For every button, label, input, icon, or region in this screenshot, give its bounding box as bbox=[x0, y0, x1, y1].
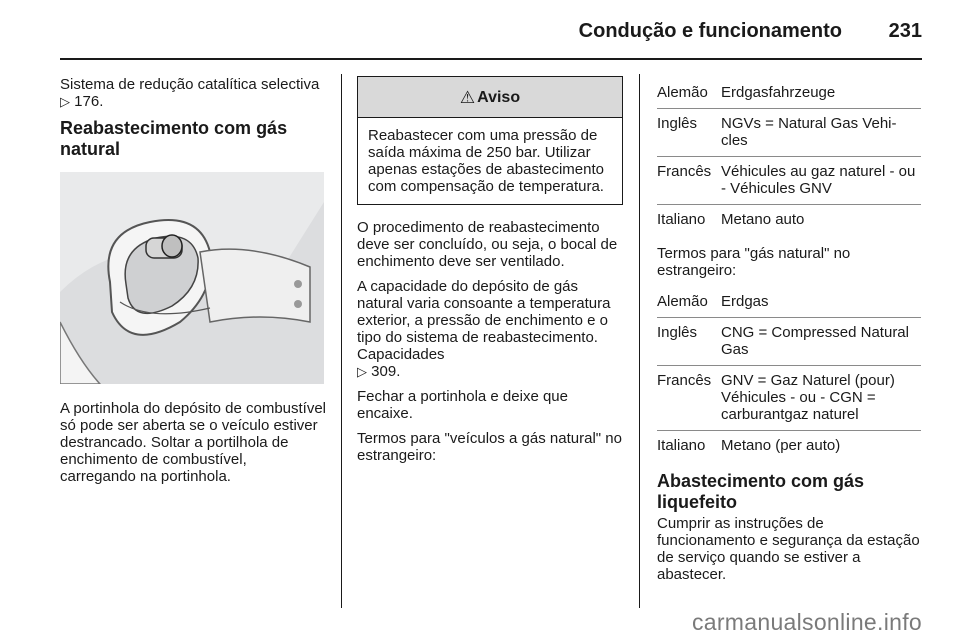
table-language: Italiano bbox=[657, 437, 706, 454]
heading-natural-gas: Reabastecimento com gás natural bbox=[60, 118, 288, 159]
column-1 bbox=[60, 76, 326, 493]
paragraph-vehicle-terms: Termos para "veículos a gás natural" no estrangeiro: bbox=[357, 430, 622, 464]
vehicle-terms-table bbox=[657, 78, 921, 235]
page-ref-arrow-icon: ▷ bbox=[357, 364, 367, 379]
warning-box bbox=[357, 76, 623, 205]
fuel-flap-caption: A portinhola do depósito de combustível só pode ser aberta se o veículo estiver destrancado. Soltar a portilhola de enchimento de combustível, carregando na portinhola. bbox=[60, 400, 327, 485]
section-title: Condução e funcionamento bbox=[578, 20, 842, 42]
page-header bbox=[0, 0, 960, 60]
table-row bbox=[657, 287, 921, 318]
table-row bbox=[657, 205, 921, 235]
table-language: Francês bbox=[657, 372, 712, 389]
column-divider-right bbox=[639, 74, 640, 608]
table-row bbox=[657, 366, 921, 431]
table-term: NGVs = Natural Gas Vehi-cles bbox=[721, 115, 897, 149]
warning-title: Aviso bbox=[477, 88, 521, 106]
table-language: Alemão bbox=[657, 84, 708, 101]
table-term: Metano auto bbox=[721, 211, 805, 228]
fuel-filler-illustration bbox=[60, 172, 324, 384]
table-row bbox=[657, 431, 921, 461]
table-row bbox=[657, 318, 921, 366]
heading-liquefied-gas: Abastecimento com gás liquefeito bbox=[657, 471, 865, 512]
column-divider-left bbox=[341, 74, 342, 608]
header-rule bbox=[60, 58, 922, 60]
fuel-flap-photo bbox=[60, 172, 324, 384]
page-number: 231 bbox=[888, 20, 922, 42]
column-2 bbox=[357, 76, 623, 472]
table-term: GNV = Gaz Naturel (pour) Véhicules - ou - CGN = carburantgaz naturel bbox=[721, 372, 895, 423]
intro-page-ref[interactable]: 176. bbox=[74, 93, 104, 110]
table-row bbox=[657, 157, 921, 205]
table-term: Véhicules au gaz naturel - ou - Véhicules GNV bbox=[721, 163, 916, 197]
table-language: Italiano bbox=[657, 211, 706, 228]
paragraph-refuel-procedure: O procedimento de reabastecimento deve ser concluído, ou seja, o bocal de enchimento deve ser ventilado. bbox=[357, 219, 618, 270]
warning-text: Reabastecer com uma pressão de saída máxima de 250 bar. Utilizar apenas estações de abastecimento com compensação de temperatura. bbox=[368, 127, 604, 195]
table-language: Inglês bbox=[657, 324, 698, 341]
intro-paragraph bbox=[60, 76, 326, 110]
table-row bbox=[657, 109, 921, 157]
table-term: Metano (per auto) bbox=[721, 437, 841, 454]
table-row bbox=[657, 78, 921, 109]
paragraph-tank-capacity bbox=[357, 278, 623, 380]
gas-terms-table bbox=[657, 287, 921, 461]
paragraph-close-flap: Fechar a portinhola e deixe que encaixe. bbox=[357, 388, 568, 422]
table-language: Alemão bbox=[657, 293, 708, 310]
table-term: Erdgasfahrzeuge bbox=[721, 84, 836, 101]
intro-text: Sistema de redução catalítica selectiva bbox=[60, 76, 320, 93]
warning-triangle-icon: ⚠ bbox=[459, 87, 476, 107]
warning-header bbox=[358, 77, 622, 118]
capacity-text: A capacidade do depósito de gás natural varia consoante a temperatura exterior, a pressão de enchimento e o tipo do sistema de reabastecimento. Capacidades bbox=[357, 278, 611, 363]
table-language: Francês bbox=[657, 163, 712, 180]
table-term: Erdgas bbox=[721, 293, 769, 310]
paragraph-liquefied-gas: Cumprir as instruções de funcionamento e segurança da estação de serviço quando se estiver a abastecer. bbox=[657, 515, 920, 583]
watermark: carmanualsonline.info bbox=[691, 609, 922, 635]
page-ref-arrow-icon: ▷ bbox=[60, 94, 70, 109]
capacity-page-ref[interactable]: 309. bbox=[371, 363, 401, 380]
table-term: CNG = Compressed Natural Gas bbox=[721, 324, 909, 358]
table-language: Inglês bbox=[657, 115, 698, 132]
column-3 bbox=[657, 78, 921, 591]
paragraph-gas-terms: Termos para "gás natural" no estrangeiro: bbox=[657, 245, 851, 279]
